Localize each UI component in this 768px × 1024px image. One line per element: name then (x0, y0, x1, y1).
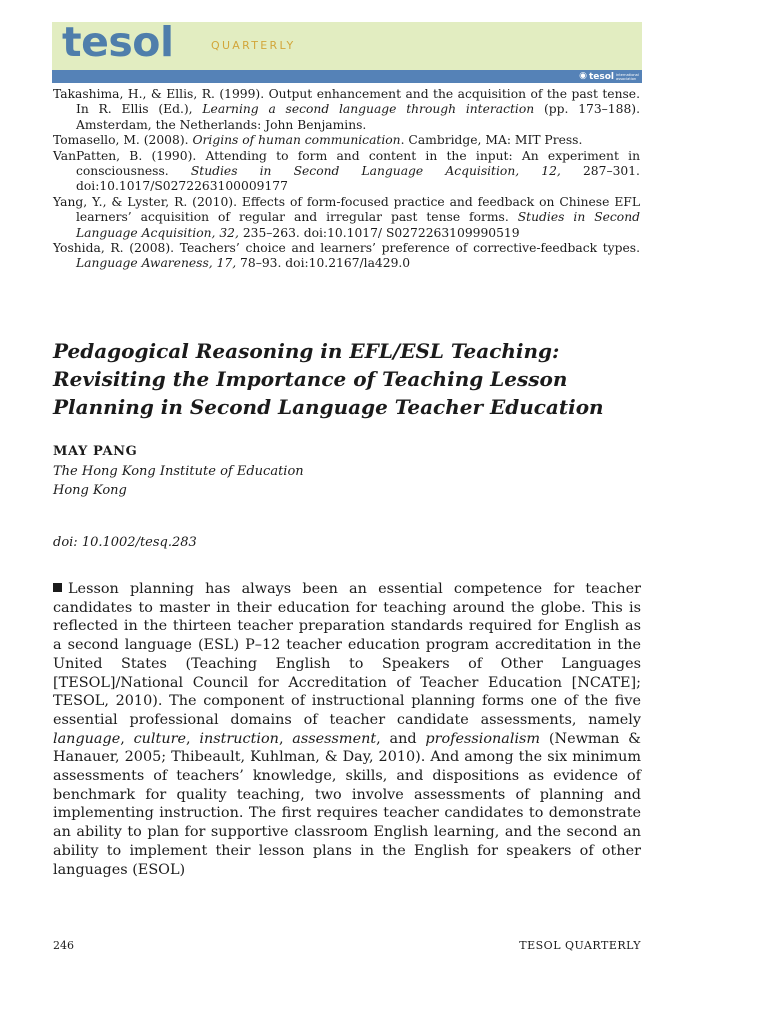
reference-text: Yoshida, R. (2008). Teachers’ choice and learners’ preference of corrective-feedback types. (53, 241, 640, 256)
tesol-brand-mark (579, 70, 638, 83)
reference-source: Learning a second language through interaction (202, 102, 535, 117)
journal-logo: tesol (62, 18, 174, 66)
author-name: MAY PANG (53, 444, 138, 459)
reference-details: 287–301. doi:10.1017/S0272263100009177 (76, 164, 640, 194)
reference-text: Tomasello, M. (2008). (53, 133, 193, 148)
body-paragraph (53, 580, 641, 879)
reference-text: Takashima, H., & Ellis, R. (1999). Output enhancement and the acquisition of the past tense. In R. Ellis (Ed.), (53, 87, 640, 117)
running-title: TESOL QUARTERLY (519, 939, 641, 952)
reference-entry (53, 149, 640, 195)
journal-banner (52, 18, 642, 70)
affiliation-institution: The Hong Kong Institute of Education (53, 464, 304, 479)
brand-mark-small-text: international association (616, 72, 639, 81)
brand-mark-text: tesol (588, 71, 614, 82)
reference-entry (53, 133, 640, 148)
body-text-run: , and (376, 730, 426, 747)
body-italic-term: assessment (292, 730, 377, 747)
reference-entry (53, 241, 640, 272)
reference-entry (53, 87, 640, 133)
reference-details: 78–93. doi:10.2167/la429.0 (236, 256, 411, 271)
reference-source: Language Awareness, 17, (76, 256, 237, 271)
reference-source: Studies in Second Language Acquisition, 12, (190, 164, 561, 179)
globe-icon: ◉ (579, 71, 587, 81)
body-italic-term: instruction (199, 730, 279, 747)
reference-text: Yang, Y., & Lyster, R. (2010). Effects of form-focused practice and feedback on Chinese EFL learners’ acquisition of regular and irregular past tense forms. (53, 194, 640, 225)
reference-details: 235–263. doi:10.1017/ S0272263109990519 (238, 225, 520, 240)
reference-details: (pp. 173–188). Amsterdam, the Netherlands: John Benjamins. (76, 102, 640, 132)
reference-entry (53, 195, 640, 241)
body-italic-term: language (53, 730, 121, 747)
section-start-square-icon (53, 583, 62, 592)
body-text-run: , (186, 730, 200, 747)
journal-subtitle: QUARTERLY (211, 39, 296, 52)
body-text-run: , (120, 730, 134, 747)
article-doi: doi: 10.1002/tesq.283 (53, 535, 197, 550)
reference-source: Studies in Second Language Acquisition, 32, (76, 210, 640, 240)
reference-text: VanPatten, B. (1990). Attending to form and content in the input: An experiment in consciousness. (53, 148, 640, 179)
reference-source: Origins of human communication (192, 133, 401, 148)
reference-list (53, 87, 640, 272)
body-text-run: (Newman & Hanauer, 2005; Thibeault, Kuhlman, & Day, 2010). And among the six minimum assessments of teachers’ knowledge, skills, and dispositions as evidence of benchmark for quality teaching, two involve assessments of planning and implementing instruction. The first requires teacher candidates to demonstrate an ability to plan for supportive classroom English learning, and the second an ability to implement their lesson plans in the English for speakers of other languages (ESOL) (53, 730, 641, 878)
article-title: Pedagogical Reasoning in EFL/ESL Teaching: Revisiting the Importance of Teaching Lesson Planning in Second Language Teacher Education (53, 339, 604, 419)
body-italic-term: culture (133, 730, 186, 747)
body-italic-term: professionalism (425, 730, 541, 747)
affiliation-location: Hong Kong (53, 483, 127, 498)
body-text-run: , (278, 730, 293, 747)
banner-stripe (52, 70, 642, 83)
author-affiliation (53, 462, 304, 500)
reference-details: . Cambridge, MA: MIT Press. (400, 133, 583, 148)
page-number: 246 (53, 939, 74, 952)
body-text-run: Lesson planning has always been an essential competence for teacher candidates to master in their education for teaching around the globe. This is reflected in the thirteen teacher preparation standards required for English as a second language (ESL) P–12 teacher education program accreditation in the United States (Teaching English to Speakers of Other Languages [TESOL]/National Council for Accreditation of Teacher Education [NCATE]; TESOL, 2010). The component of instructional planning forms one of the five essential professional domains of teacher candidate assessments, namely (53, 581, 641, 728)
